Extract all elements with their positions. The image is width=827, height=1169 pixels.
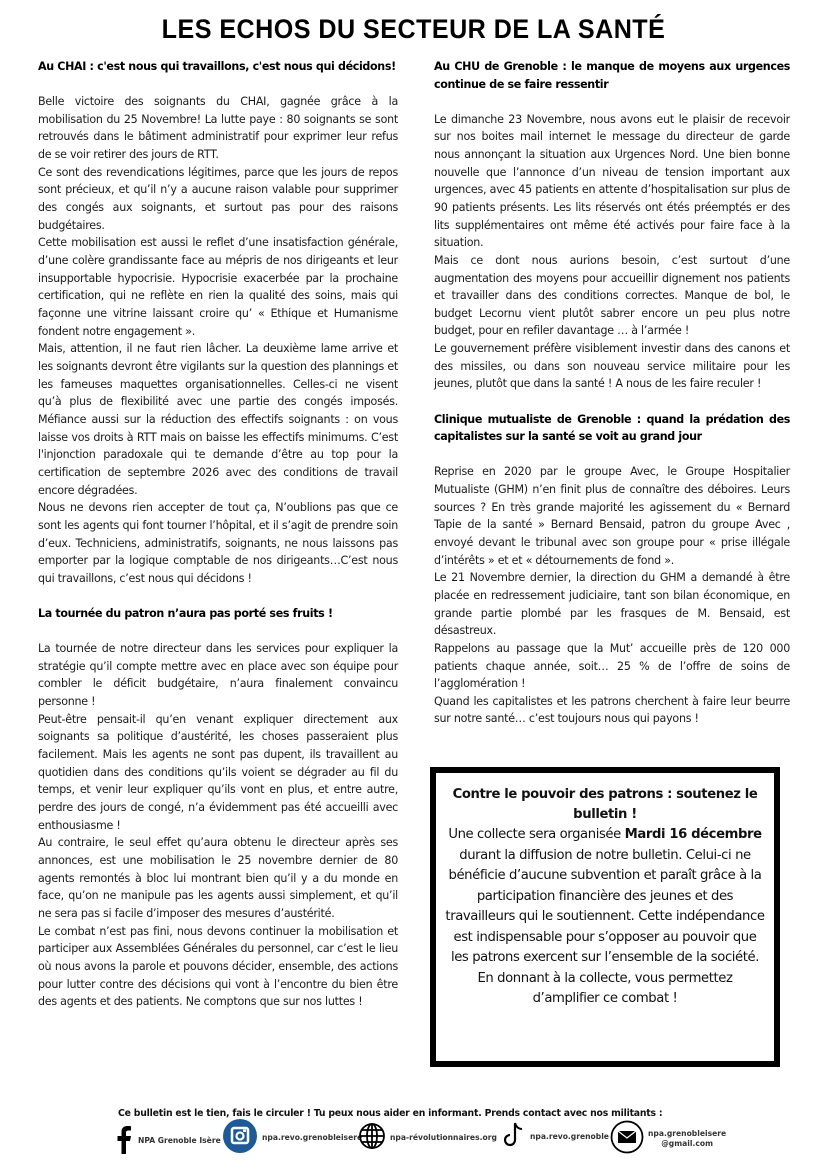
support-box-heading: Contre le pouvoir des patrons : soutenez le bulletin ! bbox=[452, 787, 758, 822]
article-paragraph: La tournée de notre directeur dans les services pour expliquer la stratégie qu’il compte mettre avec en place avec son équipe pour combler le déficit budgétaire, n’aura finalement convaincu personne ! bbox=[38, 642, 398, 709]
email-line-2: @gmail.com bbox=[661, 1139, 713, 1148]
support-text-after: durant la diffusion de notre bulletin. Celui-ci ne bénéficie d’aucune subvention et paraît grâce à la participation financière des jeunes et des travailleurs qui le soutiennent. Cette indépendance est indispensable pour s’opposer au pouvoir que les patrons exercent sur l’ensemble de la société. En donnant à la collecte, vous permettez d’amplifier ce combat ! bbox=[445, 847, 765, 1006]
globe-icon bbox=[358, 1122, 386, 1154]
article-paragraph: Nous ne devons rien accepter de tout ça, N’oublions pas que ce sont les agents qui font tourner l’hôpital, et il s’agit de prendre soin d’eux. Techniciens, administratifs, soignants, ne nous laissons pas emporter par la logique comptable de nos dirigeants…C’est nous qui travaillons, c’est nous qui décidons ! bbox=[38, 501, 398, 585]
contact-instagram[interactable] bbox=[222, 1118, 362, 1158]
collection-date: Mardi 16 décembre bbox=[624, 827, 762, 842]
contact-facebook[interactable] bbox=[114, 1124, 221, 1158]
article-paragraph: Mais ce dont nous aurions besoin, c’est surtout d’une augmentation des moyens pour accueillir dignement nos patients et travailler dans des conditions correctes. Manque de bol, le budget Lecornu vient plutôt sabrer encore un peu plus notre budget, pour en refiler davantage … à l’armée ! bbox=[434, 253, 790, 338]
contact-tiktok[interactable] bbox=[502, 1120, 609, 1154]
article-paragraph: Reprise en 2020 par le groupe Avec, le Groupe Hospitalier Mutualiste (GHM) n’en finit plus de connaître des déboires. Leurs sources ? En très grande majorité les agissement du « Bernard Tapie de la santé » Bernard Bensaid, patron du groupe Avec , envoyé devant le tribunal avec son groupe pour « prise illégale d’intérêts » et et « détournements de fond ». bbox=[434, 465, 790, 567]
page-title: LES ECHOS DU SECTEUR DE LA SANTÉ bbox=[161, 14, 666, 44]
right-column bbox=[434, 58, 790, 728]
facebook-icon bbox=[114, 1124, 134, 1158]
article-paragraph: Cette mobilisation est aussi le reflet d’une insatisfaction générale, d’une colère grandissante face au mépris de nos dirigeants et leur insupportable hypocrisie. Hypocrisie exacerbée par la prochaine certification, qui ne reflète en rien la qualité des soins, mais qui façonne une vitrine laissant croire qu’ « Ethique et Humanisme fondent notre engagement ». bbox=[38, 236, 398, 338]
article-heading-chu: Au CHU de Grenoble : le manque de moyens aux urgences continue de se faire ressentir bbox=[434, 60, 790, 91]
article-paragraph: Peut-être pensait-il qu’en venant expliquer directement aux soignants sa politique d’austérité, les choses passeraient plus facilement. Mais les agents ne sont pas dupent, ils travaillent au quotidien dans des conditions qu’ils voient se dégrader au fil du temps, et venir leur expliquer qu’ils vont en plus, et entre autre, perdre des jours de congé, n’a évidemment pas été accueilli avec enthousiasme ! bbox=[38, 712, 398, 832]
mail-icon bbox=[610, 1120, 644, 1158]
instagram-icon bbox=[222, 1118, 258, 1158]
article-paragraph: Le dimanche 23 Novembre, nous avons eut le plaisir de recevoir sur nos boites mail internet le message du directeur de garde nous annonçant la situation aux Urgences Nord. Une bien bonne nouvelle que l’annonce d’un niveau de tension important aux urgences, avec 45 patients en attente d’hospitalisation sur plus de 90 patients présents. Les lits réservés ont étés préemptés er des lits supplémentaires ont même été activés pour faire face à la situation. bbox=[434, 112, 790, 250]
contact-label: npa-révolutionnaires.org bbox=[390, 1133, 497, 1142]
article-paragraph: Belle victoire des soignants du CHAI, gagnée grâce à la mobilisation du 25 Novembre! La lutte paye : 80 soignants se sont retrouvés dans le bâtiment administratif pour exprimer leur refus de se voir retirer des jours de RTT. bbox=[38, 95, 398, 162]
article-paragraph: Au contraire, le seul effet qu’aura obtenu le directeur après ses annonces, est une mobilisation le 25 novembre dernier de 80 agents remontés à bloc lui montrant bien qu’il y a du monde en face, qu’on ne manipule pas les agents aussi simplement, et qu’il ne sera pas si facile d’imposer des mesures d’austérité. bbox=[38, 836, 398, 920]
footer-text: Ce bulletin est le tien, fais le circuler ! Tu peux nous aider en informant. Prends contact avec nos militants : bbox=[118, 1108, 663, 1119]
article-heading-chai: Au CHAI : c'est nous qui travaillons, c'est nous qui décidons! bbox=[38, 60, 396, 73]
article-paragraph: Mais, attention, il ne faut rien lâcher. La deuxième lame arrive et les soignants devront être vigilants sur la question des plannings et les fameuses maquettes organisationnelles. Celles-ci ne visent qu’à plus de flexibilité avec une partie des congés imposés. Méfiance aussi sur la réduction des effectifs soignants : on vous laisse vos droits à RTT mais on baisse les effectifs minimums. C’est l'injonction paradoxale qui te demande d’être au top pour la certification de septembre 2026 avec des conditions de travail encore dégradées. bbox=[38, 342, 398, 497]
contact-email[interactable] bbox=[610, 1120, 726, 1158]
email-line-1: npa.grenobleisere bbox=[648, 1129, 727, 1138]
contact-website[interactable] bbox=[358, 1122, 497, 1154]
article-paragraph: Rappelons au passage que la Mut’ accueille près de 120 000 patients chaque année, soit… 25 % de l’offre de soins de l’agglomération ! bbox=[434, 641, 790, 691]
article-paragraph: Le 21 Novembre dernier, la direction du GHM a demandé à être placée en redressement judiciaire, tant son bilan économique, en grande partie plombé par les frasques de M. Bensaid, est désastreux. bbox=[434, 571, 790, 638]
article-paragraph: Le combat n’est pas fini, nous devons continuer la mobilisation et participer aux Assemblées Générales du personnel, car c’est le lieu où nous avons la parole et pouvons décider, ensemble, des actions pour lutter contre des décisions qui vont à l’encontre du bien être des agents et des patients. Ne comptons que sur nos luttes ! bbox=[38, 924, 398, 1009]
contact-label: npa.revo.grenobleisere bbox=[262, 1133, 363, 1142]
support-text-before: Une collecte sera organisée bbox=[448, 827, 625, 842]
article-heading-tournee: La tournée du patron n’aura pas porté ses fruits ! bbox=[38, 607, 333, 621]
contact-label: NPA Grenoble Isère bbox=[138, 1136, 221, 1145]
contact-label bbox=[648, 1129, 726, 1149]
article-paragraph: Ce sont des revendications légitimes, parce que les jours de repos sont précieux, et qu’il n’y a aucune raison valable pour supprimer des congés aux soignants, et surtout pas pour des raisons budgétaires. bbox=[38, 165, 398, 232]
contact-label: npa.revo.grenoble bbox=[530, 1132, 609, 1141]
contacts-bar bbox=[110, 1118, 730, 1163]
article-paragraph: Quand les capitalistes et les patrons cherchent à faire leur beurre sur notre santé… c’est toujours nous qui payons ! bbox=[434, 694, 790, 726]
left-column bbox=[38, 58, 398, 1011]
support-box-text bbox=[444, 825, 766, 1010]
article-paragraph: Le gouvernement préfère visiblement investir dans des canons et des missiles, ou dans son nouveau service militaire pour les jeunes, plutôt que dans la santé ! A nous de les faire reculer ! bbox=[434, 342, 790, 391]
support-box bbox=[430, 767, 780, 1067]
article-heading-clinique: Clinique mutualiste de Grenoble : quand la prédation des capitalistes sur la santé se voit au grand jour bbox=[434, 412, 790, 444]
tiktok-icon bbox=[502, 1120, 526, 1154]
